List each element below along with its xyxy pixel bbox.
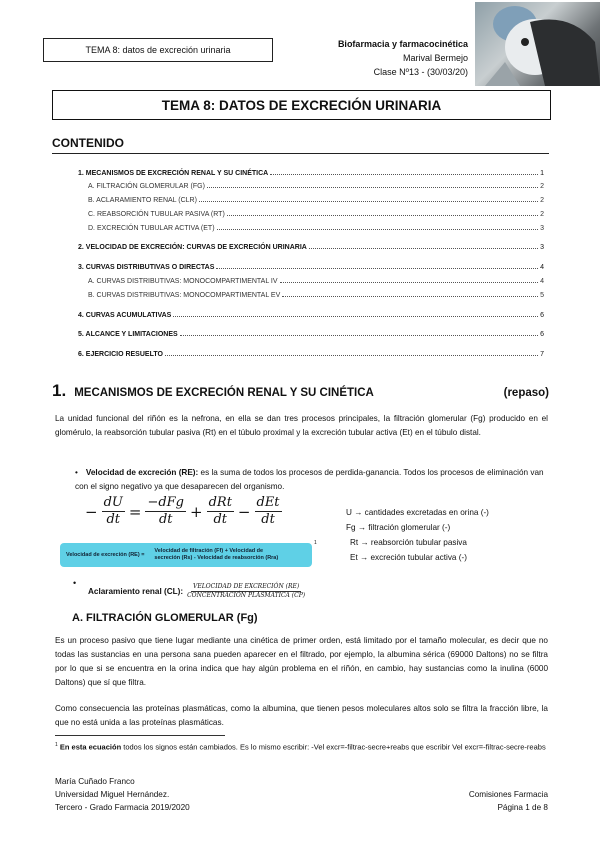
formula-term-det [255, 495, 282, 528]
clearance-definition [88, 583, 305, 600]
subsection-a-para2: Como consecuencia las proteínas plasmáticas, como la albumina, que tienen pesos moleculares altos solo se filtra la fracción libre, la que no está unida a las proteínas plasmáticas. [55, 704, 548, 727]
toc-leader-dots [207, 186, 538, 188]
header-photo [475, 2, 600, 86]
header-topic-box [43, 38, 273, 62]
toc-entry-label: B. ACLARAMIENTO RENAL (CLR) [88, 197, 197, 204]
header-topic-label: TEMA 8: datos de excreción urinaria [85, 45, 231, 55]
frac-den: dt [261, 512, 275, 527]
toc-entry-label: A. FILTRACIÓN GLOMERULAR (FG) [88, 183, 205, 190]
course-name: Biofarmacia y farmacocinética [337, 39, 468, 49]
toc-entry-page: 2 [540, 183, 544, 190]
footer-author: María Cuñado Franco [55, 777, 135, 786]
toc-entry-page: 2 [540, 197, 544, 204]
toc-entry[interactable] [78, 351, 544, 358]
frac-den: dt [106, 512, 120, 527]
toc-leader-dots [216, 267, 538, 269]
subsection-a-heading: A. FILTRACIÓN GLOMERULAR (Fg) [72, 612, 258, 624]
toc-entry-label: 3. CURVAS DISTRIBUTIVAS O DIRECTAS [78, 264, 215, 271]
toc-entry-label: A. CURVAS DISTRIBUTIVAS: MONOCOMPARTIMENTAL IV [88, 278, 278, 285]
toc-entry-page: 3 [540, 225, 544, 232]
formula-term-dfg [145, 495, 186, 528]
clearance-denominator: CONCENTRACIÓN PLÁSMATICA (CP) [187, 592, 306, 599]
section-1-number: 1. [52, 381, 67, 400]
toc-leader-dots [165, 354, 538, 356]
page-number: Página 1 de 8 [497, 803, 548, 812]
frac-den: dt [213, 512, 228, 527]
toc-entry[interactable] [88, 278, 544, 285]
toc-entry-page: 6 [540, 331, 544, 338]
footnote [55, 739, 548, 754]
toc-entry[interactable] [88, 292, 544, 299]
legend-item: Et → excreción tubular activa (-) [350, 553, 467, 562]
footer-course: Tercero - Grado Farmacia 2019/2020 [55, 803, 190, 812]
frac-den: dt [158, 512, 173, 527]
toc-entry-page: 6 [540, 312, 544, 319]
frac-num: dRt [208, 495, 232, 510]
document-title-box [52, 90, 551, 120]
toc-entry[interactable] [78, 244, 544, 251]
formula-minus: − [237, 502, 251, 521]
contents-heading: CONTENIDO [52, 136, 124, 150]
class-info: Clase Nº13 - (30/03/20) [373, 67, 468, 77]
toc-entry[interactable] [78, 170, 544, 177]
toc-entry-label: 5. ALCANCE Y LIMITACIONES [78, 331, 178, 338]
frac-num: −dFg [147, 495, 184, 510]
toc-entry-page: 4 [540, 264, 544, 271]
toc-entry-page: 5 [540, 292, 544, 299]
formula-equals: = [128, 502, 142, 521]
contents-divider [52, 153, 549, 154]
dog-photo-illustration [475, 2, 600, 86]
toc-entry-label: 2. VELOCIDAD DE EXCRECIÓN: CURVAS DE EXCRECIÓN URINARIA [78, 244, 307, 251]
footnote-lead: En esta ecuación [59, 742, 122, 752]
formula-plus: + [190, 502, 203, 521]
toc-leader-dots [199, 200, 538, 202]
cyan-left-text: Velocidad de excreción (RE) = [66, 551, 145, 558]
footer-left [55, 775, 190, 814]
toc-leader-dots [309, 247, 538, 249]
section-1-title: MECANISMOS DE EXCRECIÓN RENAL Y SU CINÉTICA [74, 387, 374, 399]
footnote-divider [55, 735, 225, 736]
toc-leader-dots [227, 214, 538, 216]
bullet-velocidad-excrecion [75, 466, 547, 494]
subsection-a-para1 [55, 634, 548, 690]
clearance-fraction [187, 583, 305, 600]
legend-item: Fg → filtración glomerular (-) [346, 523, 451, 532]
bullet1-text: es la suma de todos los procesos de perdida-ganancia. Todos los procesos de eliminación van con el signo negativo ya que desaparecen del organismo. [75, 468, 544, 491]
excretion-formula [85, 495, 282, 528]
header-course-info [300, 37, 468, 79]
toc-entry-label: 4. CURVAS ACUMULATIVAS [78, 312, 172, 319]
toc-entry[interactable] [88, 183, 544, 190]
footer-commission: Comisiones Farmacia [468, 790, 548, 799]
toc-entry[interactable] [78, 312, 544, 319]
toc-entry[interactable] [78, 264, 544, 271]
toc-entry[interactable] [78, 331, 544, 338]
clearance-numerator: VELOCIDAD DE EXCRECIÓN (RE) [193, 583, 300, 590]
toc-leader-dots [280, 281, 539, 283]
legend-item: Rt → reabsorción tubular pasiva [350, 538, 467, 547]
velocity-definition-box [60, 543, 312, 567]
toc-entry-page: 3 [540, 244, 544, 251]
document-title: TEMA 8: DATOS DE EXCRECIÓN URINARIA [161, 97, 442, 113]
author-name: Marival Bermejo [402, 53, 468, 63]
section-1-tag: (repaso) [503, 387, 549, 399]
formula-lead-sign: − [85, 502, 98, 521]
formula-term-drt [207, 495, 234, 528]
frac-num: dEt [256, 495, 280, 510]
toc-entry[interactable] [88, 211, 544, 218]
toc-entry-page: 2 [540, 211, 544, 218]
toc-leader-dots [217, 228, 539, 230]
cyan-right-line2: secreción (Rs) - Velocidad de reabsorción (Rra) [154, 555, 279, 561]
toc-entry-page: 4 [540, 278, 544, 285]
section-1-intro: La unidad funcional del riñón es la nefrona, en ella se dan tres procesos principales, la filtración glomerular (Fg) producido en el glomérulo, la reabsorción tubular pasiva (Rt) en el túbulo proximal y la excreción tubular activa (Et) en el túbulo distal. [55, 414, 548, 437]
bullet1-label: Velocidad de excreción (RE): [85, 468, 199, 477]
toc-entry-label: 1. MECANISMOS DE EXCRECIÓN RENAL Y SU CINÉTICA [78, 170, 269, 177]
cyan-right-line1: Velocidad de filtración (Ff) + Velocidad de [154, 548, 264, 554]
toc-entry[interactable] [88, 225, 544, 232]
toc-entry-label: 6. EJERCICIO RESUELTO [78, 351, 163, 358]
toc-leader-dots [180, 334, 538, 336]
toc-entry-label: B. CURVAS DISTRIBUTIVAS: MONOCOMPARTIMENTAL EV [88, 292, 281, 299]
frac-num: dU [103, 495, 123, 510]
para-a1-text: Es un proceso pasivo que tiene lugar mediante una cinética de primer orden, está limitado por el tamaño molecular, es decir que no todas las sustancias en una persona sana pueden aparecer en el filtrado, por ejemplo, la albumina sérica (69000 Daltons) no se filtra por lo que si se encuentra en la orina indica que hay algún problema en el riñón, en cambio, hay sustancias como la inulina (6000 Daltons) que sí que filtra. [55, 636, 548, 687]
section-1-heading [52, 381, 549, 401]
toc-entry-page: 7 [540, 351, 544, 358]
toc-leader-dots [282, 295, 538, 297]
footnote-text: todos los signos están cambiados. Es lo mismo escribir: -Vel excr=-filtrac-secre+reabs que escribir Vel excr=-filtrac-secre-reabs [121, 742, 546, 752]
toc-entry-label: C. REABSORCIÓN TUBULAR PASIVA (RT) [88, 211, 225, 218]
footer-university: Universidad Miguel Hernández. [55, 790, 170, 799]
toc-entry-page: 1 [540, 170, 544, 177]
toc-leader-dots [270, 173, 538, 175]
bullet-dot-icon: • [73, 578, 77, 588]
legend-item: U → cantidades excretadas en orina (-) [346, 508, 489, 517]
toc-leader-dots [173, 315, 538, 317]
formula-term-du [102, 495, 125, 528]
bullet-dot-icon: • [75, 468, 78, 477]
bullet2-label: Aclaramiento renal (CL): [88, 587, 184, 596]
footnote-mark: 1 [55, 742, 58, 748]
footer-right [400, 788, 548, 814]
toc-entry[interactable] [88, 197, 544, 204]
toc-entry-label: D. EXCRECIÓN TUBULAR ACTIVA (ET) [88, 225, 215, 232]
footnote-ref-marker: 1 [314, 540, 317, 546]
